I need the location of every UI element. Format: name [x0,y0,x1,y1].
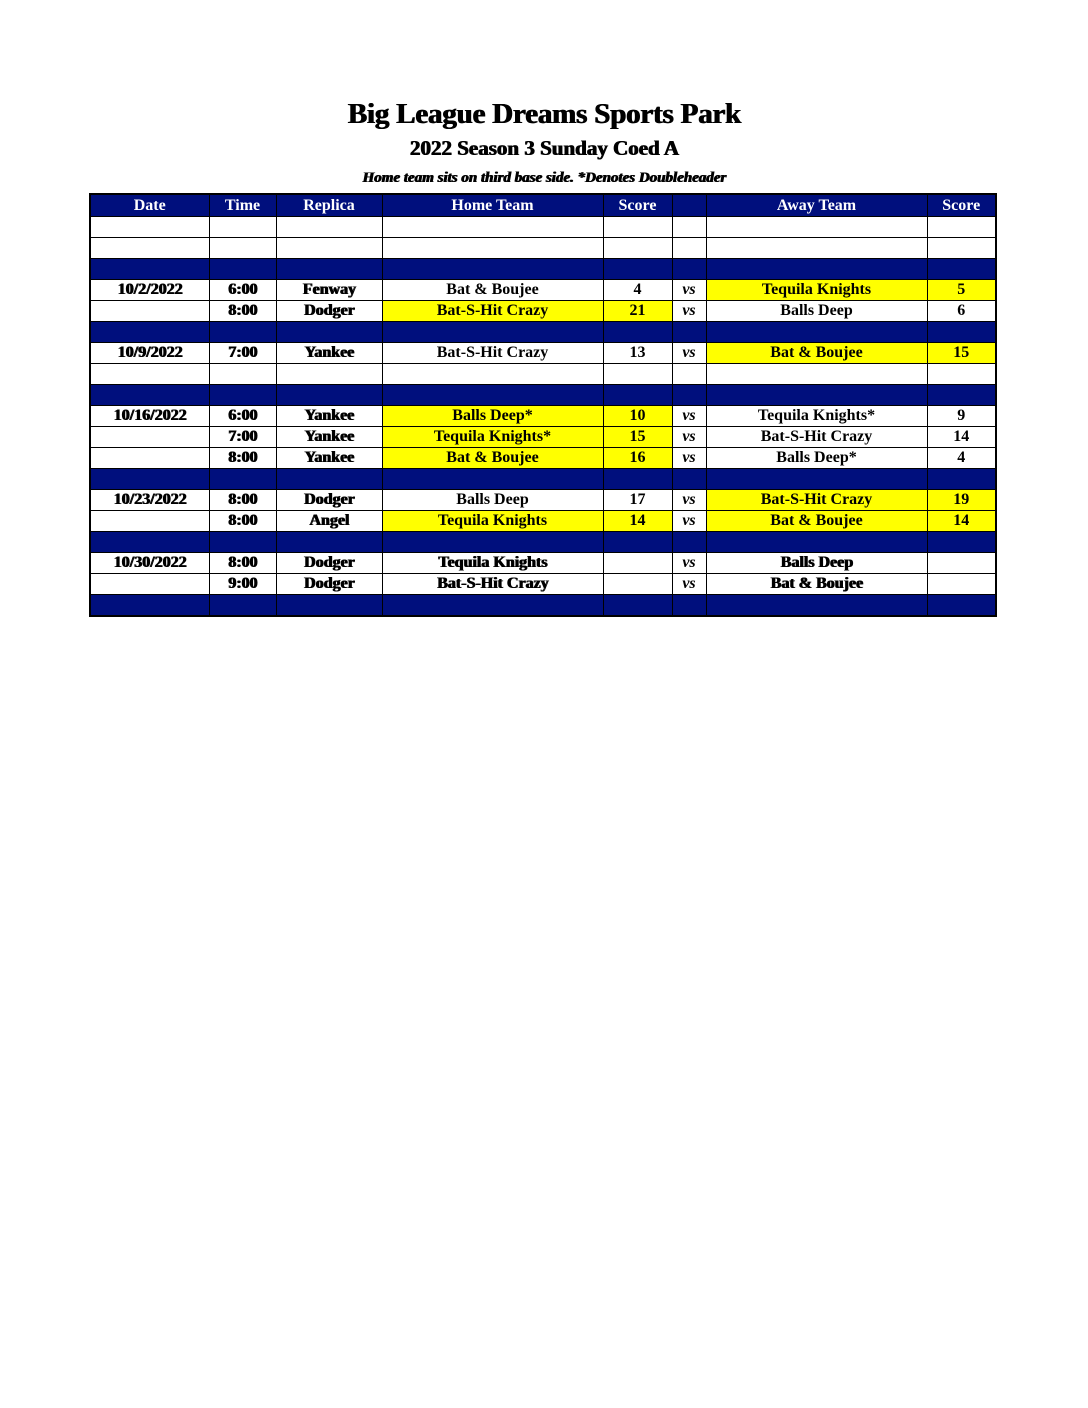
separator-cell [90,532,209,553]
separator-cell [90,385,209,406]
separator-cell [382,259,603,280]
separator-cell [276,532,382,553]
blank-cell [603,217,672,238]
date-cell [90,427,209,448]
separator-cell [706,259,927,280]
blank-cell [209,364,276,385]
schedule-table [89,193,997,617]
replica-cell: Dodger [276,553,382,574]
separator-cell [209,469,276,490]
column-header-away-score: Score [927,194,996,217]
separator-cell [603,595,672,617]
separator-cell [672,385,706,406]
time-cell: 8:00 [209,553,276,574]
blank-cell [927,364,996,385]
home-score-cell: 15 [603,427,672,448]
date-cell [90,448,209,469]
separator-row [90,469,996,490]
home-score-cell: 16 [603,448,672,469]
away-score-cell: 6 [927,301,996,322]
date-cell: 10/2/2022 [90,280,209,301]
separator-cell [706,532,927,553]
away-team-cell: Bat & Boujee [706,511,927,532]
home-team-cell: Bat & Boujee [382,448,603,469]
replica-cell: Angel [276,511,382,532]
home-score-cell: 17 [603,490,672,511]
home-score-cell: 10 [603,406,672,427]
vs-cell: vs [672,280,706,301]
home-score-cell: 4 [603,280,672,301]
separator-cell [927,259,996,280]
column-header-home-score: Score [603,194,672,217]
away-score-cell: 5 [927,280,996,301]
away-team-cell: Bat & Boujee [706,574,927,595]
home-team-cell: Bat & Boujee [382,280,603,301]
away-score-cell [927,574,996,595]
separator-cell [90,322,209,343]
date-cell [90,511,209,532]
separator-cell [927,532,996,553]
away-score-cell: 14 [927,427,996,448]
time-cell: 8:00 [209,490,276,511]
separator-cell [672,259,706,280]
home-team-cell: Balls Deep [382,490,603,511]
blank-cell [672,217,706,238]
table-row [90,343,996,364]
column-header-away-team: Away Team [706,194,927,217]
blank-cell [672,364,706,385]
separator-cell [927,385,996,406]
separator-cell [382,532,603,553]
column-header-time: Time [209,194,276,217]
separator-cell [672,469,706,490]
column-header-vs [672,194,706,217]
table-row [90,490,996,511]
blank-cell [382,238,603,259]
page-note: Home team sits on third base side. *Denotes Doubleheader [362,170,726,186]
replica-cell: Dodger [276,490,382,511]
separator-cell [90,259,209,280]
separator-cell [382,595,603,617]
blank-row [90,217,996,238]
blank-row [90,364,996,385]
separator-cell [209,385,276,406]
home-team-cell: Balls Deep* [382,406,603,427]
schedule-body [90,217,996,617]
away-score-cell [927,553,996,574]
separator-cell [276,259,382,280]
time-cell: 8:00 [209,301,276,322]
vs-cell: vs [672,448,706,469]
separator-cell [706,469,927,490]
vs-cell: vs [672,490,706,511]
separator-cell [927,595,996,617]
blank-cell [90,217,209,238]
home-team-cell: Tequila Knights [382,553,603,574]
separator-cell [672,595,706,617]
separator-cell [603,259,672,280]
table-row [90,448,996,469]
separator-cell [276,322,382,343]
time-cell: 7:00 [209,343,276,364]
home-team-cell: Tequila Knights [382,511,603,532]
away-team-cell: Balls Deep [706,301,927,322]
home-score-cell [603,553,672,574]
time-cell: 9:00 [209,574,276,595]
separator-cell [382,469,603,490]
date-cell [90,574,209,595]
vs-cell: vs [672,406,706,427]
column-header-replica: Replica [276,194,382,217]
vs-cell: vs [672,343,706,364]
header-row [90,194,996,217]
separator-cell [90,469,209,490]
table-row [90,553,996,574]
separator-cell [706,385,927,406]
replica-cell: Dodger [276,574,382,595]
blank-cell [209,217,276,238]
separator-cell [209,532,276,553]
date-cell: 10/30/2022 [90,553,209,574]
vs-cell: vs [672,427,706,448]
table-row [90,511,996,532]
blank-cell [706,217,927,238]
blank-cell [603,238,672,259]
separator-cell [209,595,276,617]
replica-cell: Dodger [276,301,382,322]
vs-cell: vs [672,553,706,574]
blank-row [90,238,996,259]
replica-cell: Yankee [276,427,382,448]
page-subtitle: 2022 Season 3 Sunday Coed A [409,136,679,160]
separator-row [90,595,996,617]
blank-cell [276,364,382,385]
time-cell: 6:00 [209,406,276,427]
separator-cell [276,385,382,406]
away-team-cell: Bat-S-Hit Crazy [706,490,927,511]
column-header-date: Date [90,194,209,217]
blank-cell [382,217,603,238]
table-row [90,574,996,595]
replica-cell: Yankee [276,343,382,364]
separator-cell [672,532,706,553]
separator-cell [927,322,996,343]
time-cell: 6:00 [209,280,276,301]
away-team-cell: Tequila Knights* [706,406,927,427]
blank-cell [927,217,996,238]
date-cell [90,301,209,322]
separator-row [90,322,996,343]
separator-cell [276,595,382,617]
home-score-cell: 14 [603,511,672,532]
separator-cell [603,322,672,343]
separator-cell [209,259,276,280]
separator-cell [382,322,603,343]
vs-cell: vs [672,301,706,322]
separator-cell [706,322,927,343]
away-team-cell: Tequila Knights [706,280,927,301]
blank-cell [927,238,996,259]
time-cell: 8:00 [209,448,276,469]
replica-cell: Fenway [276,280,382,301]
away-score-cell: 14 [927,511,996,532]
separator-cell [90,595,209,617]
table-row [90,406,996,427]
home-team-cell: Bat-S-Hit Crazy [382,301,603,322]
home-team-cell: Bat-S-Hit Crazy [382,343,603,364]
replica-cell: Yankee [276,406,382,427]
blank-cell [706,238,927,259]
separator-row [90,385,996,406]
away-score-cell: 19 [927,490,996,511]
blank-cell [90,364,209,385]
blank-cell [276,238,382,259]
away-team-cell: Bat-S-Hit Crazy [706,427,927,448]
separator-cell [382,385,603,406]
date-cell: 10/23/2022 [90,490,209,511]
separator-row [90,532,996,553]
table-row [90,427,996,448]
away-score-cell: 9 [927,406,996,427]
away-score-cell: 15 [927,343,996,364]
separator-row [90,259,996,280]
time-cell: 8:00 [209,511,276,532]
table-row [90,301,996,322]
away-team-cell: Balls Deep [706,553,927,574]
table-row [90,280,996,301]
blank-cell [603,364,672,385]
blank-cell [706,364,927,385]
separator-cell [603,469,672,490]
home-score-cell: 13 [603,343,672,364]
replica-cell: Yankee [276,448,382,469]
blank-cell [382,364,603,385]
separator-cell [672,322,706,343]
away-score-cell: 4 [927,448,996,469]
vs-cell: vs [672,511,706,532]
blank-cell [209,238,276,259]
separator-cell [603,385,672,406]
away-team-cell: Balls Deep* [706,448,927,469]
separator-cell [209,322,276,343]
separator-cell [603,532,672,553]
vs-cell: vs [672,574,706,595]
blank-cell [276,217,382,238]
page-title: Big League Dreams Sports Park [347,98,741,130]
blank-cell [90,238,209,259]
time-cell: 7:00 [209,427,276,448]
blank-cell [672,238,706,259]
separator-cell [276,469,382,490]
separator-cell [706,595,927,617]
home-score-cell: 21 [603,301,672,322]
home-score-cell [603,574,672,595]
date-cell: 10/9/2022 [90,343,209,364]
column-header-home-team: Home Team [382,194,603,217]
home-team-cell: Bat-S-Hit Crazy [382,574,603,595]
away-team-cell: Bat & Boujee [706,343,927,364]
home-team-cell: Tequila Knights* [382,427,603,448]
date-cell: 10/16/2022 [90,406,209,427]
separator-cell [927,469,996,490]
